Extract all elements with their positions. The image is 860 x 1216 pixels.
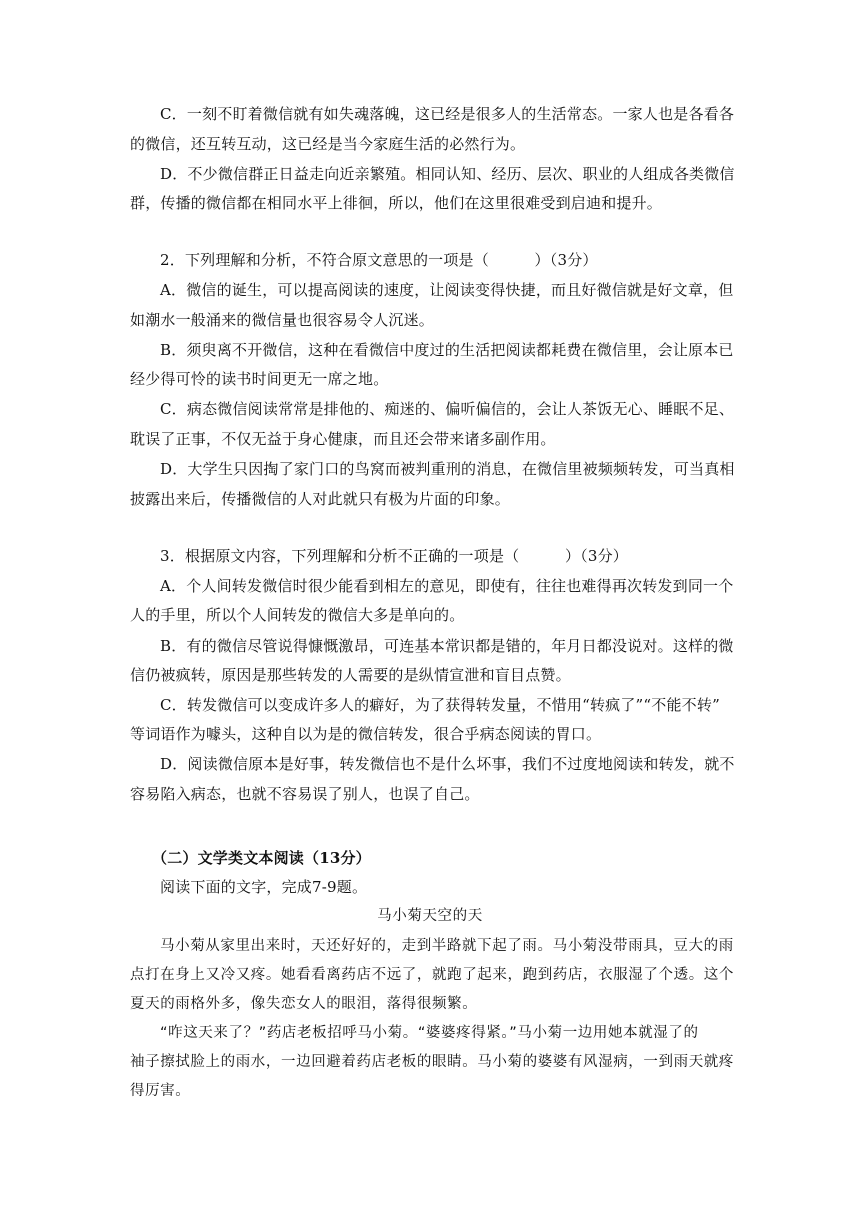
q2-option-d-line2: 披露出来后，传播微信的人对此就只有极为片面的印象。 <box>130 490 511 508</box>
section-heading: （二）文学类文本阅读（13分） <box>152 849 371 867</box>
story-p1-line3: 夏天的雨格外多，像失恋女人的眼泪，落得很频繁。 <box>130 996 478 1012</box>
q3-option-a-line2: 人的手里，所以个人间转发的微信大多是单向的。 <box>130 606 465 624</box>
q3-option-d-line1: D．阅读微信原本是好事，转发微信也不是什么坏事，我们不过度地阅读和转发，就不 <box>160 755 735 773</box>
story-title: 马小菊天空的天 <box>377 908 483 924</box>
q2-option-a-line2: 如潮水一般涌来的微信量也很容易令人沉迷。 <box>130 311 435 329</box>
q3-option-d-line2: 容易陷入病态，也就不容易误了别人，也误了自己。 <box>130 785 480 803</box>
q2-option-c-line2: 耽误了正事，不仅无益于身心健康，而且还会带来诸多副作用。 <box>130 430 556 448</box>
q3-option-c-line1: C．转发微信可以变成许多人的癖好，为了获得转发量，不惜用“转疯了”“不能不转” <box>160 696 720 714</box>
q2-option-b-line1: B．须臾离不开微信，这种在看微信中度过的生活把阅读都耗费在微信里，会让原本已 <box>160 341 734 359</box>
q2-option-d-line1: D．大学生只因掏了家门口的鸟窝而被判重刑的消息，在微信里被频频转发，可当真相 <box>160 460 735 478</box>
q3-stem: 3．根据原文内容，下列理解和分析不正确的一项是（ ）（3分） <box>160 547 628 565</box>
q3-option-a-line1: A．个人间转发微信时很少能看到相左的意见，即使有，往往也难得再次转发到同一个 <box>160 577 734 595</box>
q2-stem: 2．下列理解和分析，不符合原文意思的一项是（ ）（3分） <box>160 251 598 269</box>
story-p2-line1: “咋这天来了？”药店老板招呼马小菊。“婆婆疼得紧。”马小菊一边用她本就湿了的 <box>160 1025 699 1041</box>
story-p2-line3: 得厉害。 <box>130 1083 191 1099</box>
story-p1-line1: 马小菊从家里出来时，天还好好的，走到半路就下起了雨。马小菊没带雨具，豆大的雨 <box>160 938 734 954</box>
q1-option-c-line2: 的微信，还互转互动，这已经是当今家庭生活的必然行为。 <box>130 135 526 153</box>
q2-option-c-line1: C．病态微信阅读常常是排他的、痴迷的、偏听偏信的，会让人茶饭无心、睡眠不足、 <box>160 400 735 418</box>
q3-option-c-line2: 等词语作为噱头，这种自以为是的微信转发，很合乎病态阅读的胃口。 <box>130 725 602 743</box>
q1-option-d-line2: 群，传播的微信都在相同水平上徘徊，所以，他们在这里很难受到启迪和提升。 <box>130 194 663 212</box>
section-instruction: 阅读下面的文字，完成7-9题。 <box>160 878 368 896</box>
q2-option-b-line2: 经少得可怜的读书时间更无一席之地。 <box>130 370 389 388</box>
story-p1-line2: 点打在身上又冷又疼。她看看离药店不远了，就跑了起来，跑到药店，衣服湿了个透。这个 <box>130 967 734 983</box>
q3-option-b-line2: 信仍被疯转，原因是那些转发的人需要的是纵情宣泄和盲目点赞。 <box>130 666 571 684</box>
q3-option-b-line1: B．有的微信尽管说得慷慨激昂，可连基本常识都是错的，年月日都没说对。这样的微 <box>160 637 734 655</box>
q1-option-c-line1: C．一刻不盯着微信就有如失魂落魄，这已经是很多人的生活常态。一家人也是各看各 <box>160 105 735 123</box>
q1-option-d-line1: D．不少微信群正日益走向近亲繁殖。相同认知、经历、层次、职业的人组成各类微信 <box>160 165 735 183</box>
q2-option-a-line1: A．微信的诞生，可以提高阅读的速度，让阅读变得快捷，而且好微信就是好文章，但 <box>160 281 734 299</box>
story-p2-line2: 袖子擦拭脸上的雨水，一边回避着药店老板的眼睛。马小菊的婆婆有风湿病，一到雨天就疼 <box>130 1054 734 1070</box>
